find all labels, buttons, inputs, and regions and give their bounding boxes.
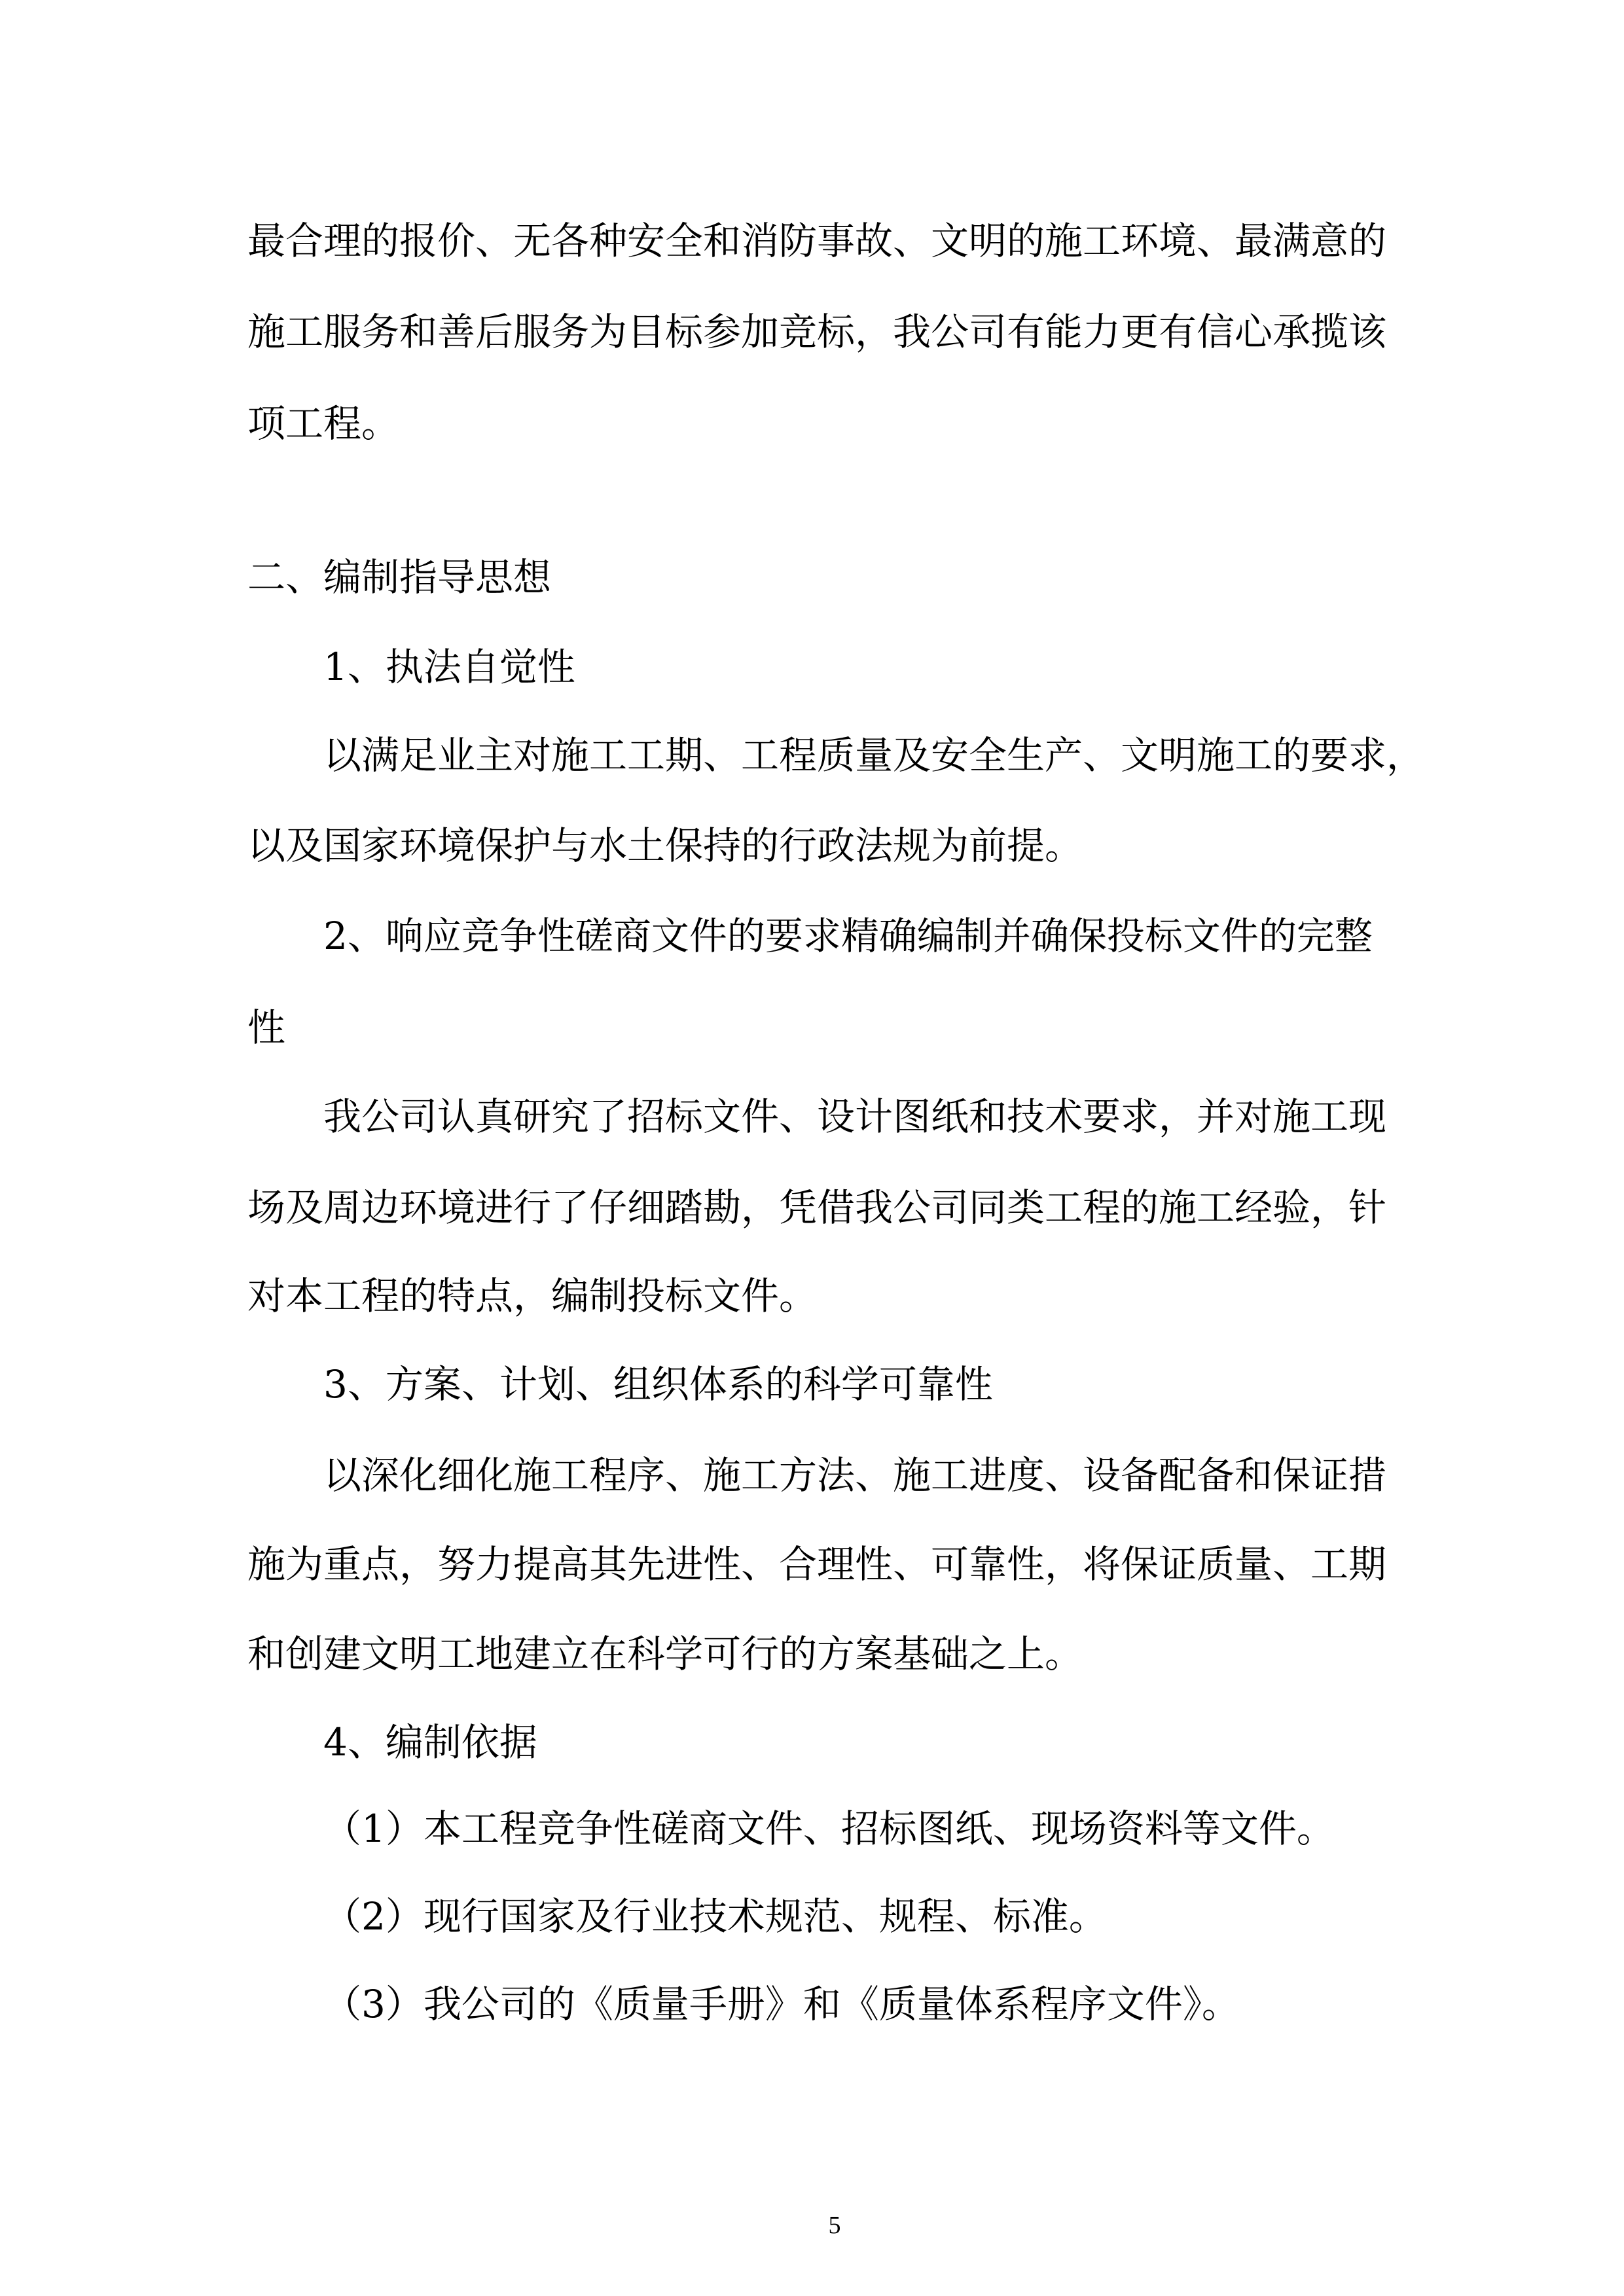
item4-list-item-3: （3）我公司的《质量手册》和《质量体系程序文件》。 [323, 1982, 1240, 2026]
item1-title: 1、执法自觉性 [323, 645, 575, 689]
item4-list-item-2: （2）现行国家及行业技术规范、规程、标准。 [323, 1894, 1107, 1939]
item2-title-line-2: 性 [247, 1005, 286, 1050]
item1-body-line-1: 以满足业主对施工工期、工程质量及安全生产、文明施工的要求， [323, 733, 1425, 778]
item2-title-line-1: 2、响应竞争性磋商文件的要求精确编制并确保投标文件的完整 [323, 914, 1373, 958]
page-number: 5 [828, 2212, 841, 2239]
item3-body-line-2: 施为重点，努力提高其先进性、合理性、可靠性，将保证质量、工期 [247, 1542, 1387, 1587]
item1-body-line-2: 以及国家环境保护与水土保持的行政法规为前提。 [247, 823, 1083, 868]
intro-paragraph-line-3: 项工程。 [247, 401, 400, 446]
intro-paragraph-line-2: 施工服务和善后服务为目标参加竞标，我公司有能力更有信心承揽该 [247, 310, 1387, 354]
item4-list-item-1: （1）本工程竞争性磋商文件、招标图纸、现场资料等文件。 [323, 1806, 1335, 1851]
item2-body-line-2: 场及周边环境进行了仔细踏勘，凭借我公司同类工程的施工经验，针 [247, 1185, 1387, 1230]
item3-body-line-3: 和创建文明工地建立在科学可行的方案基础之上。 [247, 1632, 1083, 1676]
item3-title: 3、方案、计划、组织体系的科学可靠性 [323, 1362, 993, 1407]
section-heading: 二、编制指导思想 [247, 555, 552, 600]
item2-body-line-3: 对本工程的特点，编制投标文件。 [247, 1274, 818, 1318]
item2-body-line-1: 我公司认真研究了招标文件、设计图纸和技术要求，并对施工现 [323, 1094, 1387, 1139]
item4-title: 4、编制依据 [323, 1720, 537, 1765]
intro-paragraph-line-1: 最合理的报价、无各种安全和消防事故、文明的施工环境、最满意的 [247, 219, 1387, 263]
item3-body-line-1: 以深化细化施工程序、施工方法、施工进度、设备配备和保证措 [323, 1453, 1387, 1498]
